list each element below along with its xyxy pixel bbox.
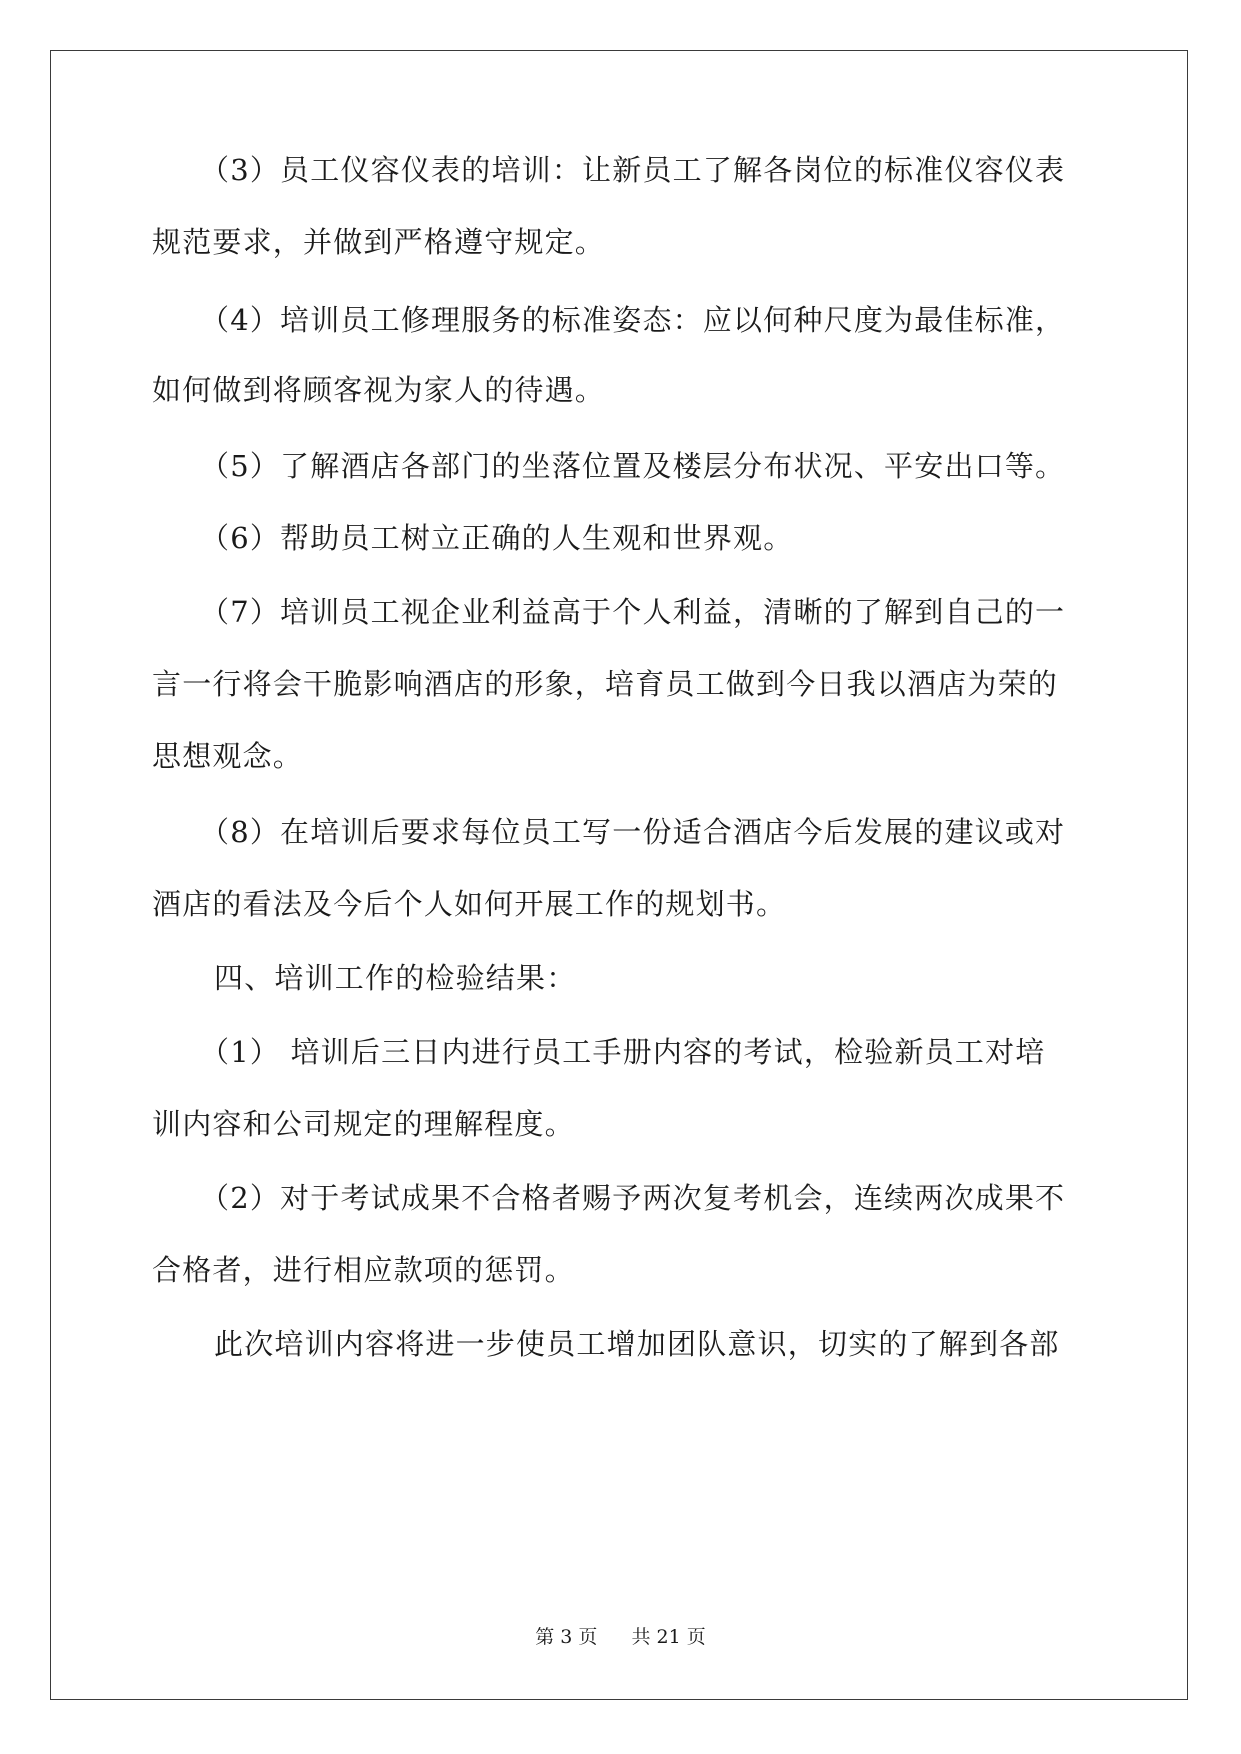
paragraph-line: （6）帮助员工树立正确的人生观和世界观。 [200, 521, 794, 555]
paragraph-line: 思想观念。 [152, 739, 304, 773]
paragraph-line: （3）员工仪容仪表的培训：让新员工了解各岗位的标准仪容仪表 [200, 153, 1066, 187]
paragraph-line: 此次培训内容将进一步使员工增加团队意识，切实的了解到各部 [214, 1327, 1060, 1361]
paragraph-line: 训内容和公司规定的理解程度。 [152, 1107, 575, 1141]
page-border [50, 50, 1188, 1700]
paragraph-line: （7）培训员工视企业利益高于个人利益，清晰的了解到自己的一 [200, 595, 1066, 629]
paragraph-line: 如何做到将顾客视为家人的待遇。 [152, 373, 606, 407]
paragraph-line: （2）对于考试成果不合格者赐予两次复考机会，连续两次成果不 [200, 1181, 1066, 1215]
section-heading: 四、培训工作的检验结果： [214, 961, 577, 995]
paragraph-line: 合格者，进行相应款项的惩罚。 [152, 1253, 575, 1287]
page-total: 共 21 页 [631, 1626, 706, 1648]
page-number: 第 3 页 [535, 1626, 598, 1648]
paragraph-line: （5）了解酒店各部门的坐落位置及楼层分布状况、平安出口等。 [200, 449, 1066, 483]
paragraph-line: （1） 培训后三日内进行员工手册内容的考试，检验新员工对培 [200, 1035, 1046, 1069]
paragraph-line: 酒店的看法及今后个人如何开展工作的规划书。 [152, 887, 787, 921]
page-footer [0, 1625, 1241, 1649]
paragraph-line: 规范要求，并做到严格遵守规定。 [152, 225, 606, 259]
paragraph-line: （8）在培训后要求每位员工写一份适合酒店今后发展的建议或对 [200, 815, 1066, 849]
paragraph-line: （4）培训员工修理服务的标准姿态：应以何种尺度为最佳标准， [200, 303, 1066, 337]
paragraph-line: 言一行将会干脆影响酒店的形象，培育员工做到今日我以酒店为荣的 [152, 667, 1059, 701]
